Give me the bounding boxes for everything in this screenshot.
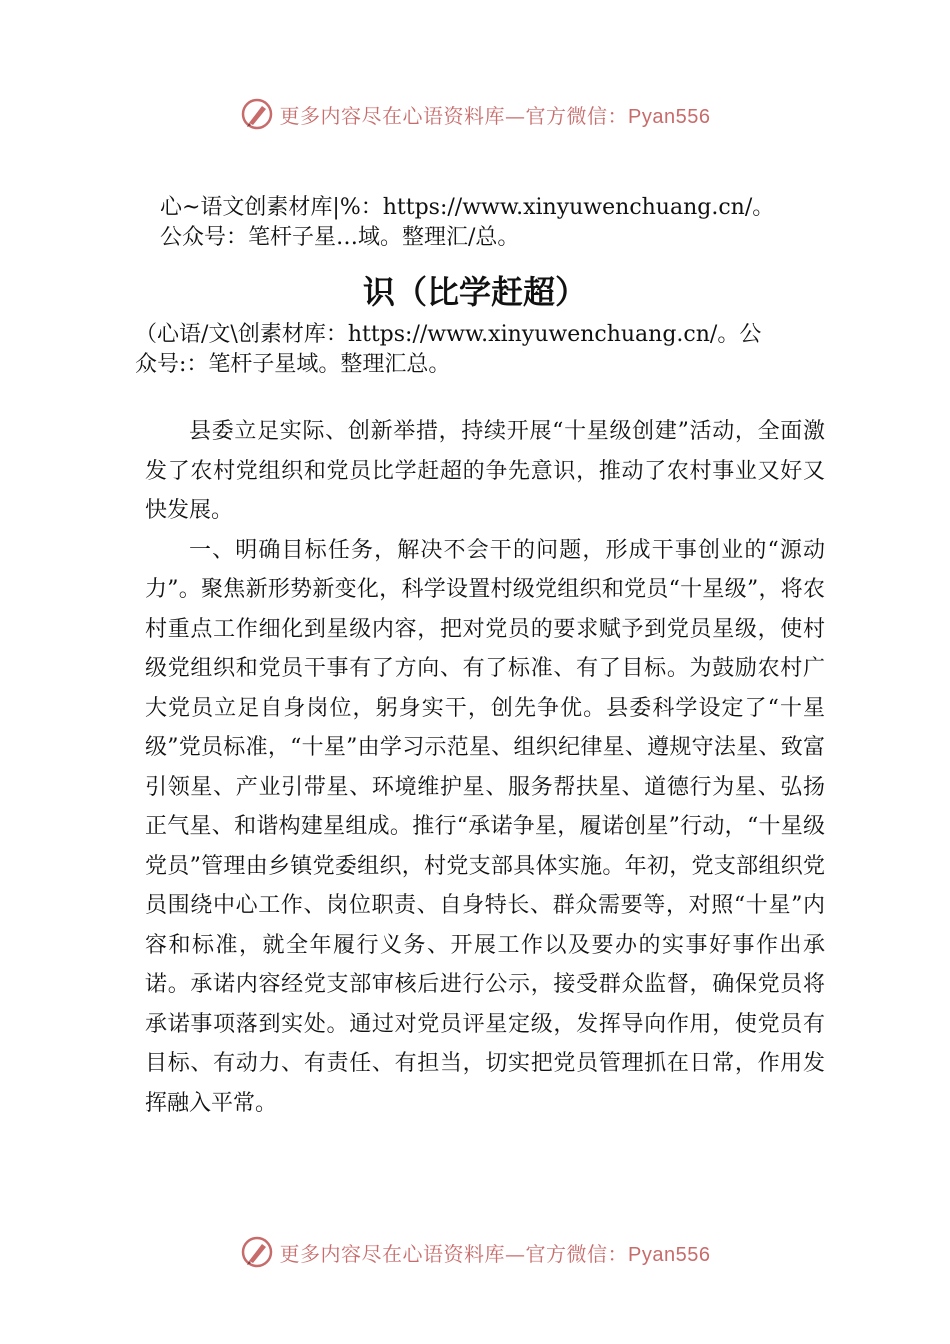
- banner-slogan: 更多内容尽在心语资料库—官方微信：: [279, 103, 629, 128]
- pen-logo-icon: [240, 97, 274, 131]
- paragraph-intro: 县委立足实际、创新举措，持续开展“十星级创建”活动，全面激发了农村党组织和党员比学赶超的争先意识，推动了农村事业又好又快发展。: [145, 419, 825, 523]
- paragraph-section-1: 一、明确目标任务，解决不会干的问题，形成干事创业的“源动力”。聚焦新形势新变化，科学设置村级党组织和党员“十星级”，将农村重点工作细化到星级内容，把对党员的要求赋予到党员星级，使村级党组织和党员干事有了方向、有了标准、有了目标。为鼓励农村广大党员立足自身岗位，躬身实干，创先争优。县委科学设定了“十星级”党员标准，“十星”由学习示范星、组织纪律星、遵规守法星、致富引领星、产业引带星、环境维护星、服务帮扶星、道德行为星、弘扬正气星、和谐构建星组成。推行“承诺争星，履诺创星”行动，“十星级党员”管理由乡镇党委组织，村党支部具体实施。年初，党支部组织党员围绕中心工作、岗位职责、自身特长、群众需要等，对照“十星”内容和标准，就全年履行义务、开展工作以及要办的实事好事作出承诺。承诺内容经党支部审核后进行公示，接受群众监督，确保党员将承诺事项落到实处。通过对党员评星定级，发挥导向作用，使党员有目标、有动力、有责任、有担当，切实把党员管理抓在日常，作用发挥融入平常。: [145, 537, 825, 1116]
- banner-wechat-id: Pyan556: [628, 1243, 711, 1266]
- source2-line-1: （心语/文\创素材库：https://www.xinyuwenchuang.cn/。公: [135, 322, 762, 347]
- header-banner-text: [280, 100, 711, 129]
- source-line-1: 心~语文创素材库|%：https://www.xinyuwenchuang.cn/。: [160, 195, 775, 220]
- source-line-2: 公众号：笔杆子星…域。整理汇/总。: [160, 225, 520, 250]
- page-title: 识（比学赶超）: [362, 273, 587, 311]
- pen-logo-icon: [240, 1235, 274, 1269]
- header-banner: [0, 94, 950, 134]
- banner-wechat-id: Pyan556: [628, 105, 711, 128]
- banner-slogan: 更多内容尽在心语资料库—官方微信：: [279, 1241, 629, 1266]
- footer-banner-text: [280, 1238, 711, 1267]
- article-body: [145, 412, 825, 1123]
- source2-line-2: 众号:：笔杆子星域。整理汇总。: [135, 352, 451, 377]
- footer-banner: [0, 1232, 950, 1272]
